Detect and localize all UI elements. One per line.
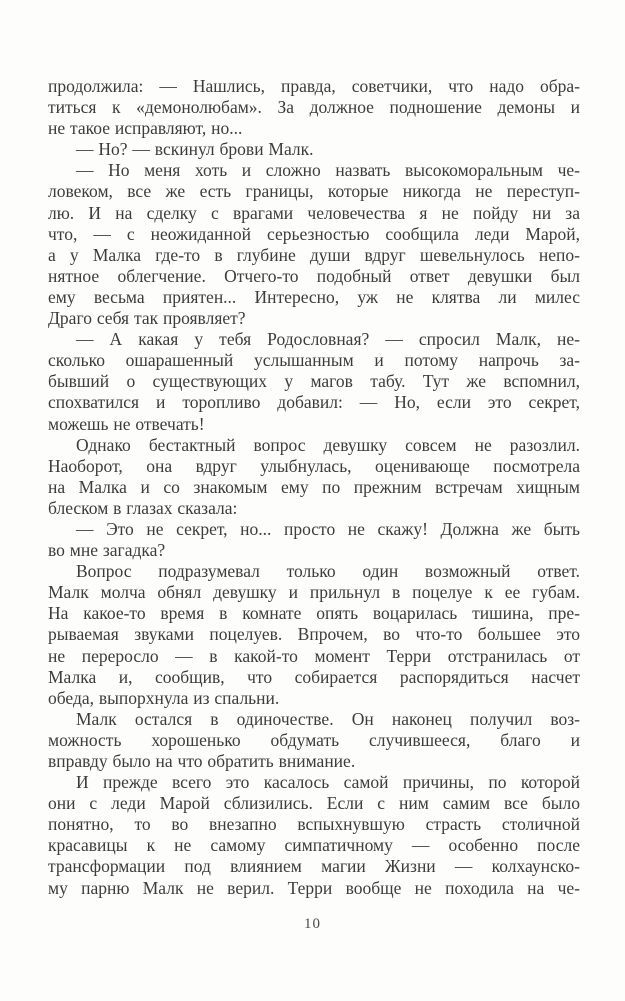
text-line: — Это не секрет, но... просто не скажу! Должна же быть [76,518,580,539]
paragraph [48,435,580,519]
paragraph [48,561,580,709]
text-line: титься к «демонолюбам». За должное подношение демоны и [48,97,580,118]
text-line: красавицы к не самому симпатичному — особенно после [48,835,580,856]
text-line: му парню Малк не верил. Терри вообще не походила на че- [48,877,580,898]
paragraph [48,519,580,561]
text-line: Малка и, сообщив, что собирается распорядиться насчет [48,666,580,687]
text-line: можность хорошенько обдумать случившееся, благо и [48,729,580,750]
text-line: нятное облегчение. Отчего-то подобный ответ девушки был [48,265,580,286]
text-line: ему весьма приятен... Интересно, уж не клятва ли милес [48,286,580,307]
text-line: спохватился и торопливо добавил: — Но, если это секрет, [48,392,580,413]
text-line: а у Малка где-то в глубине души вдруг шевельнулось непо- [48,244,580,265]
text-line: не переросло — в какой-то момент Терри отстранилась от [48,645,580,666]
text-line: Малк остался в одиночестве. Он наконец получил воз- [76,708,580,729]
text-line: — А какая у тебя Родословная? — спросил Малк, не- [76,329,580,350]
text-line: Вопрос подразумевал только один возможный ответ. [76,561,580,582]
text-line: бывший о существующих у магов табу. Тут же вспомнил, [48,371,580,392]
text-line: обеда, выпорхнула из спальни. [48,687,280,708]
paragraph [48,329,580,434]
paragraph [48,709,580,772]
text-line: не такое исправляют, но... [48,118,243,139]
text-line: Драго себя так проявляет? [48,308,246,329]
text-line: трансформации под влиянием магии Жизни — колхаунско- [48,856,580,877]
text-line: Наоборот, она вдруг улыбнулась, оценивающе посмотрела [48,455,580,476]
text-line: на Малка и со знакомым ему по прежним встречам хищным [48,476,580,497]
text-line: блеском в глазах сказала: [48,497,238,518]
text-line: они с леди Марой сблизились. Если с ним самим все было [48,793,580,814]
text-line: сколько ошарашенный услышанным и потому напрочь за- [48,350,580,371]
paragraph [48,772,580,899]
text-line: Однако бестактный вопрос девушку совсем не разозлил. [76,434,580,455]
text-line: И прежде всего это касалось самой причины, по которой [76,772,580,793]
text-line: понятно, то во внезапно вспыхнувшую страсть столичной [48,814,580,835]
text-line: вправду было на что обратить внимание. [48,751,356,771]
text-line: продолжила: — Нашлись, правда, советчики, что надо обра- [48,76,580,96]
page-text [48,76,580,899]
text-line: можешь не отвечать! [48,413,205,434]
text-line: — Но меня хоть и сложно назвать высокоморальным че- [76,160,580,181]
text-line: ловеком, все же есть границы, которые никогда не переступ- [48,181,580,202]
text-line: — Но? — вскинул брови Малк. [76,139,314,160]
text-line: рываемая звуками поцелуев. Впрочем, во что-то большее это [48,624,580,645]
text-line: во мне загадка? [48,540,166,561]
paragraph [48,76,580,139]
text-line: Малк молча обнял девушку и прильнул в поцелуе к ее губам. [48,582,580,603]
text-line: лю. И на сделку с врагами человечества я не пойду ни за [48,202,580,223]
text-line: что, — с неожиданной серьезностью сообщила леди Марой, [48,223,580,244]
page-number: 10 [304,916,321,932]
paragraph [48,139,580,160]
paragraph [48,160,580,329]
text-line: На какое-то время в комнате опять воцарилась тишина, пре- [48,603,580,624]
